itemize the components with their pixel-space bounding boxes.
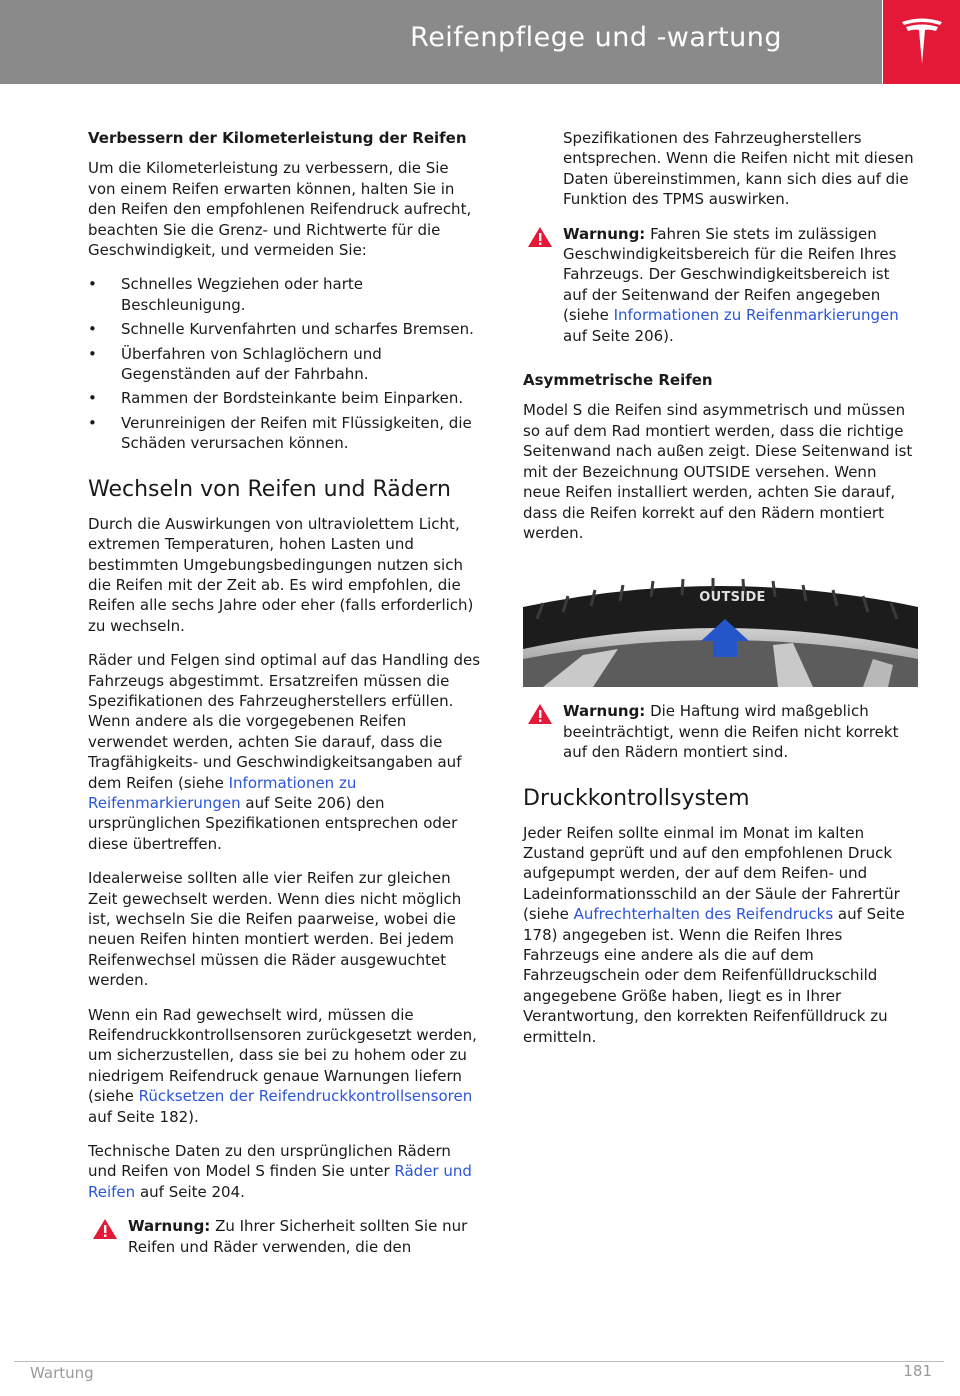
warning-label: Warnung: [563,224,646,243]
brand-block [883,0,960,84]
paragraph-kilometer: Um die Kilometerleistung zu verbessern, die Sie von einem Reifen erwarten können, halten Sie in den Reifen den empfohlenen Reifendruck aufrecht, beachten Sie die Grenz- und Richtwerte für die Geschwindigkeit, und vermeiden Sie: [88,159,472,260]
warning-note: Warnung: Fahren Sie stets im zulässigen Geschwindigkeitsbereich für die Reifen Ihres Fahrzeugs. Der Geschwindigkeitsbereich ist auf der Seitenwand der Reifen angegeben (siehe Informationen zu Reifenmarkierungen auf Seite 206). [523,224,918,346]
page-title: Reifenpflege und -wartung [410,22,782,53]
bullet-icon: • [88,413,97,432]
header-bar [0,0,882,84]
warning-note: Warnung: Zu Ihrer Sicherheit sollten Sie nur Reifen und Räder verwenden, die den [88,1216,480,1257]
left-column [88,128,480,1271]
list-item: • Schnelles Wegziehen oder harte Beschleunigung. [88,275,363,314]
warning-note: Warnung: Die Haftung wird maßgeblich beeinträchtigt, wenn die Reifen nicht korrekt auf den Rädern montiert sind. [523,701,918,762]
bullet-icon: • [88,389,97,408]
list-item: • Schnelle Kurvenfahrten und scharfes Bremsen. [88,320,474,339]
link-ruecksetzen-sensoren[interactable]: Rücksetzen der Reifendruckkontrollsensoren [138,1087,473,1106]
bullet-icon: • [88,344,97,363]
paragraph-druckkontrolle: Jeder Reifen sollte einmal im Monat im kalten Zustand geprüft und auf den empfohlenen Druck aufgepumpt werden, der auf dem Reifen- und Ladeinformationsschild an der Säule der Fahrertür (siehe Aufrechterhalten des Reifendrucks auf Seite 178) angegeben ist. Wenn die Reifen Ihres Fahrzeugs eine andere als die auf dem Fahrzeugschein oder dem Reifenfülldruckschild angegebene Größe haben, liegt es in Ihrer Verantwortung, den korrekten Reifenfülldruck zu ermitteln. [523,823,905,1046]
paragraph-sensoren: Wenn ein Rad gewechselt wird, müssen die Reifendruckkontrollsensoren zurückgesetzt werden, um sicherzustellen, dass sie bei zu hohem oder zu niedrigem Reifendruck genaue Warnungen liefern (siehe Rücksetzen der Reifendruckkontrollsensoren auf Seite 182). [88,1005,477,1126]
bullet-icon: • [88,275,97,294]
link-reifenmarkierungen[interactable]: Informationen zu Reifenmarkierungen [613,306,899,325]
bullet-icon: • [88,320,97,339]
warning-label: Warnung: [563,702,646,721]
footer-divider [14,1361,944,1362]
tire-outside-image [523,567,918,687]
paragraph-abnutzung: Durch die Auswirkungen von ultraviolettem Licht, extremen Temperaturen, hohen Lasten und bestimmten Umgebungsbedingungen nutzen sich die Reifen mit der Zeit ab. Es wird empfohlen, die Reifen alle sechs Jahre oder eher (falls erforderlich) zu wechseln. [88,514,474,635]
section-heading-wechseln: Wechseln von Reifen und Rädern [88,476,451,502]
section-heading-druckkontrolle: Druckkontrollsystem [523,785,750,811]
warning-triangle-icon [527,703,553,725]
tire-outside-label: OUTSIDE [699,590,766,606]
paragraph-continuation: Spezifikationen des Fahrzeugherstellers entsprechen. Wenn die Reifen nicht mit diesen Daten übereinstimmen, kann sich dies auf die Funktion des TPMS auswirken. [563,129,914,209]
paragraph-asymmetrisch: Model S die Reifen sind asymmetrisch und müssen so auf dem Rad montiert werden, dass die richtige Seitenwand nach außen zeigt. Diese Seitenwand ist mit der Bezeichnung OUTSIDE versehen. Wenn neue Reifen installiert werden, achten Sie darauf, dass die Reifen korrekt auf den Rädern montiert werden. [523,401,913,542]
warning-triangle-icon [527,226,553,248]
link-reifendruck[interactable]: Aufrechterhalten des Reifendrucks [573,905,834,924]
page-number: 181 [903,1362,932,1380]
warning-triangle-icon [92,1218,118,1240]
paragraph-vier-reifen: Idealerweise sollten alle vier Reifen zur gleichen Zeit gewechselt werden. Wenn dies nicht möglich ist, wechseln Sie die Reifen paarweise, wobei die neuen Reifen hinten montiert werden. Bei jedem Reifenwechsel müssen die Räder ausgewuchtet werden. [88,869,462,990]
link-reifenmarkierungen[interactable]: Informationen zu Reifenmarkierungen [88,773,357,812]
avoid-list [88,274,480,453]
list-item: • Rammen der Bordsteinkante beim Einparken. [88,389,464,408]
paragraph-ersatzreifen: Räder und Felgen sind optimal auf das Handling des Fahrzeugs abgestimmt. Ersatzreifen müssen die Spezifikationen des Fahrzeugherstellers erfüllen. Wenn andere als die vorgegebenen Reifen verwendet werden, achten Sie darauf, dass die Tragfähigkeits- und Geschwindigkeitsangaben auf dem Reifen (siehe Informationen zu Reifenmarkierungen auf Seite 206) den ursprünglichen Spezifikationen entsprechen oder diese übertreffen. [88,651,481,853]
list-item: • Verunreinigen der Reifen mit Flüssigkeiten, die Schäden verursachen können. [88,413,472,453]
footer-section: Wartung [30,1364,94,1382]
section-heading-kilometer: Verbessern der Kilometerleistung der Reifen [88,129,467,147]
tesla-logo-icon [900,14,944,68]
paragraph-technische-daten: Technische Daten zu den ursprünglichen Rädern und Reifen von Model S finden Sie unter Räder und Reifen auf Seite 204. [88,1142,472,1201]
right-column [523,128,918,1061]
section-heading-asymmetrisch: Asymmetrische Reifen [523,371,713,390]
warning-label: Warnung: [128,1217,211,1236]
list-item: • Überfahren von Schlaglöchern und Gegenständen auf der Fahrbahn. [88,344,382,384]
link-raeder-und-reifen[interactable]: Räder und Reifen [88,1162,472,1201]
